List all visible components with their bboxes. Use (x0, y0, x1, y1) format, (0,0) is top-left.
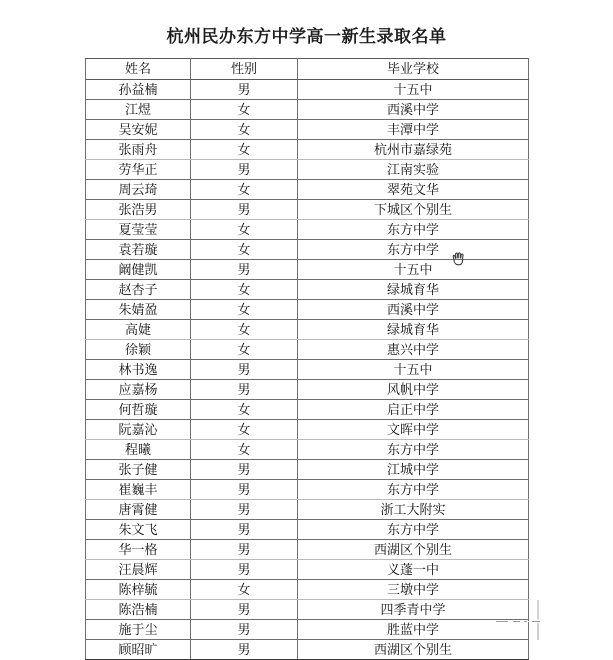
cell-name: 朱婧盈 (86, 300, 191, 320)
table-row (86, 540, 529, 560)
cell-name: 阮嘉沁 (86, 420, 191, 440)
table-row (86, 260, 529, 280)
cell-name: 陈浩楠 (86, 600, 191, 620)
table-row (86, 460, 529, 480)
table-row (86, 180, 529, 200)
cell-gender: 男 (191, 600, 298, 620)
cell-gender: 男 (191, 380, 298, 400)
cell-name: 施于尘 (86, 620, 191, 640)
table-row (86, 640, 529, 660)
table-row (86, 400, 529, 420)
cell-name: 周云琦 (86, 180, 191, 200)
table-row (86, 440, 529, 460)
scan-artifact-vertical (537, 600, 539, 640)
cell-name: 顾昭旷 (86, 640, 191, 660)
scan-artifact-horizontal (496, 621, 540, 622)
cell-school: 启正中学 (298, 400, 529, 420)
cell-school: 江南实验 (298, 160, 529, 180)
table-row (86, 340, 529, 360)
table-row (86, 280, 529, 300)
cell-gender: 男 (191, 620, 298, 640)
cell-school: 十五中 (298, 260, 529, 280)
table-row (86, 300, 529, 320)
cell-school: 十五中 (298, 80, 529, 100)
cell-name: 夏莹莹 (86, 220, 191, 240)
cell-gender: 女 (191, 580, 298, 600)
cell-school: 东方中学 (298, 520, 529, 540)
cell-gender: 女 (191, 400, 298, 420)
cell-name: 林书逸 (86, 360, 191, 380)
cell-gender: 男 (191, 460, 298, 480)
cell-school: 丰潭中学 (298, 120, 529, 140)
page-title: 杭州民办东方中学高一新生录取名单 (166, 27, 447, 46)
cell-school: 绿城育华 (298, 280, 529, 300)
cell-name: 阚健凯 (86, 260, 191, 280)
cell-gender: 女 (191, 220, 298, 240)
cell-gender: 男 (191, 520, 298, 540)
cell-name: 赵杏子 (86, 280, 191, 300)
cell-name: 徐颖 (86, 340, 191, 360)
table-row (86, 360, 529, 380)
cell-school: 四季青中学 (298, 600, 529, 620)
cell-gender: 男 (191, 200, 298, 220)
cell-gender: 男 (191, 80, 298, 100)
cell-school: 东方中学 (298, 440, 529, 460)
cell-name: 应嘉杨 (86, 380, 191, 400)
cell-name: 高婕 (86, 320, 191, 340)
cell-school: 下城区个别生 (298, 200, 529, 220)
table-row (86, 200, 529, 220)
cell-school: 胜蓝中学 (298, 620, 529, 640)
cell-school: 东方中学 (298, 480, 529, 500)
cell-name: 华一格 (86, 540, 191, 560)
table-row (86, 480, 529, 500)
cell-school: 西溪中学 (298, 100, 529, 120)
cell-name: 孙益楠 (86, 80, 191, 100)
table-row (86, 420, 529, 440)
admission-roster-table (85, 58, 529, 660)
table-row (86, 600, 529, 620)
table-row (86, 380, 529, 400)
table-row (86, 240, 529, 260)
table-row (86, 140, 529, 160)
cell-school: 文晖中学 (298, 420, 529, 440)
cell-school: 风帆中学 (298, 380, 529, 400)
cell-name: 张浩男 (86, 200, 191, 220)
cell-gender: 男 (191, 480, 298, 500)
cell-name: 汪晨辉 (86, 560, 191, 580)
table-header (86, 59, 529, 80)
cell-gender: 女 (191, 280, 298, 300)
table-row (86, 220, 529, 240)
cell-name: 江煜 (86, 100, 191, 120)
cell-gender: 女 (191, 420, 298, 440)
cell-gender: 女 (191, 440, 298, 460)
cell-gender: 女 (191, 120, 298, 140)
table-row (86, 160, 529, 180)
cell-gender: 女 (191, 320, 298, 340)
column-header-name: 姓名 (86, 59, 191, 80)
cell-school: 西湖区个别生 (298, 540, 529, 560)
cell-name: 程曦 (86, 440, 191, 460)
cell-school: 惠兴中学 (298, 340, 529, 360)
cell-name: 朱文飞 (86, 520, 191, 540)
cell-gender: 女 (191, 240, 298, 260)
cell-gender: 男 (191, 560, 298, 580)
table-row (86, 120, 529, 140)
cell-gender: 男 (191, 640, 298, 660)
cell-school: 十五中 (298, 360, 529, 380)
cell-name: 崔巍丰 (86, 480, 191, 500)
cell-gender: 男 (191, 540, 298, 560)
table-row (86, 80, 529, 100)
cell-school: 义蓬一中 (298, 560, 529, 580)
table-header-row (86, 59, 529, 80)
cell-gender: 男 (191, 260, 298, 280)
cell-name: 唐霄健 (86, 500, 191, 520)
cell-gender: 女 (191, 140, 298, 160)
cell-name: 吴安妮 (86, 120, 191, 140)
cell-name: 张雨舟 (86, 140, 191, 160)
cell-gender: 男 (191, 360, 298, 380)
cell-name: 何哲璇 (86, 400, 191, 420)
cell-school: 西溪中学 (298, 300, 529, 320)
cell-school: 江城中学 (298, 460, 529, 480)
cell-school: 浙工大附实 (298, 500, 529, 520)
cell-gender: 女 (191, 300, 298, 320)
table-row (86, 320, 529, 340)
cell-name: 袁若璇 (86, 240, 191, 260)
table-row (86, 620, 529, 640)
table-row (86, 580, 529, 600)
table-row (86, 560, 529, 580)
cell-school: 三墩中学 (298, 580, 529, 600)
table-row (86, 100, 529, 120)
cell-school: 西湖区个别生 (298, 640, 529, 660)
cell-school: 东方中学 (298, 240, 529, 260)
cell-name: 陈梓毓 (86, 580, 191, 600)
cell-gender: 男 (191, 160, 298, 180)
table-row (86, 500, 529, 520)
column-header-school: 毕业学校 (298, 59, 529, 80)
column-header-gender: 性别 (191, 59, 298, 80)
cell-school: 杭州市嘉绿苑 (298, 140, 529, 160)
cell-school: 绿城育华 (298, 320, 529, 340)
cell-name: 张子健 (86, 460, 191, 480)
table-row (86, 520, 529, 540)
cell-gender: 女 (191, 180, 298, 200)
cell-school: 东方中学 (298, 220, 529, 240)
cell-gender: 女 (191, 340, 298, 360)
cell-gender: 男 (191, 500, 298, 520)
cell-name: 劳华正 (86, 160, 191, 180)
cell-school: 翠苑文华 (298, 180, 529, 200)
cell-gender: 女 (191, 100, 298, 120)
table-body (86, 80, 529, 660)
